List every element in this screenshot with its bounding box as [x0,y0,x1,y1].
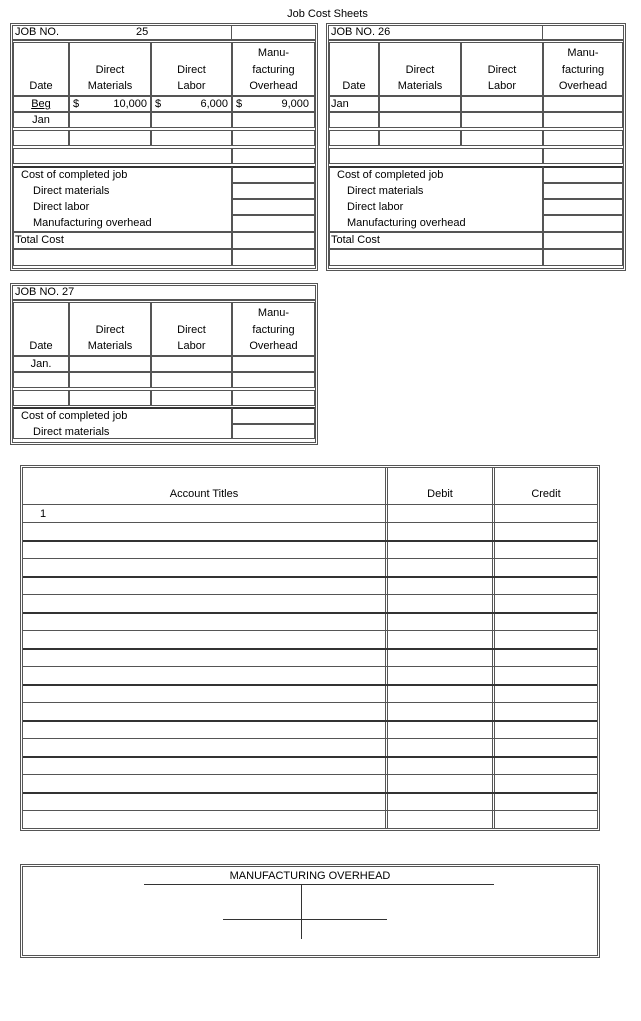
mo-header-2: facturing [561,64,605,76]
mo-header-3: Overhead [249,340,298,352]
journal-table [20,465,600,831]
row-date: Beg [31,98,51,110]
total-cost-label: Total Cost [15,234,64,246]
page-title: Job Cost Sheets [287,8,368,20]
t-account-top-rule [144,884,494,885]
job-label: JOB NO. [15,26,60,38]
dl-header-2: Labor [177,340,206,352]
completed-job-label: Cost of completed job [337,169,444,181]
job-number: 25 [136,26,149,38]
mo-header-3: Overhead [249,80,298,92]
total-cost-label: Total Cost [331,234,380,246]
dm-value: 10,000 [113,98,147,110]
t-account-vertical-rule [301,884,302,939]
mo-header-1: Manu- [257,47,290,59]
dm-header-1: Direct [405,64,435,76]
dm-header-1: Direct [95,64,125,76]
t-account-cross-rule [223,919,387,920]
dm-header-1: Direct [95,324,125,336]
mo-dollar-sign: $ [236,98,243,110]
account-titles-header: Account Titles [169,488,239,500]
direct-materials-label: Direct materials [33,426,110,438]
date-header: Date [29,80,53,92]
job-header [13,286,315,301]
credit-header: Credit [531,488,561,500]
dl-header-1: Direct [177,64,206,76]
manufacturing-overhead-t-account [20,864,600,958]
row-date: Jan. [30,358,52,370]
dm-dollar-sign: $ [73,98,80,110]
mo-header-2: facturing [252,64,295,76]
direct-materials-label: Direct materials [347,185,424,197]
date-header: Date [342,80,366,92]
direct-materials-label: Direct materials [33,185,110,197]
dl-header-2: Labor [177,80,206,92]
dl-dollar-sign: $ [155,98,162,110]
dl-header-1: Direct [177,324,206,336]
job-header [329,26,623,41]
mo-header-1: Manu- [257,307,290,319]
dl-value: 6,000 [200,98,228,110]
debit-header: Debit [427,488,453,500]
dm-header-2: Materials [87,80,133,92]
job-label: JOB NO. 26 [331,26,391,38]
mo-header-1: Manu- [567,47,599,59]
date-header: Date [29,340,53,352]
completed-job-label: Cost of completed job [21,169,128,181]
direct-labor-label: Direct labor [33,201,90,213]
manufacturing-overhead-label: Manufacturing overhead [347,217,466,229]
entry-number: 1 [40,508,47,520]
t-account-title: MANUFACTURING OVERHEAD [229,870,391,882]
completed-job-label: Cost of completed job [21,410,128,422]
dm-header-2: Materials [397,80,443,92]
mo-header-2: facturing [252,324,295,336]
job-header [13,26,315,41]
manufacturing-overhead-label: Manufacturing overhead [33,217,152,229]
mo-value: 9,000 [281,98,309,110]
row-date: Jan [32,114,50,126]
direct-labor-label: Direct labor [347,201,404,213]
mo-header-3: Overhead [558,80,608,92]
dm-header-2: Materials [87,340,133,352]
row-date: Jan [331,98,349,110]
job-cost-sheet-27 [10,283,318,445]
job-cost-sheet-26 [326,23,626,271]
job-label: JOB NO. 27 [15,286,75,298]
dl-header-2: Labor [487,80,517,92]
job-cost-sheet-25 [10,23,318,271]
dl-header-1: Direct [487,64,517,76]
